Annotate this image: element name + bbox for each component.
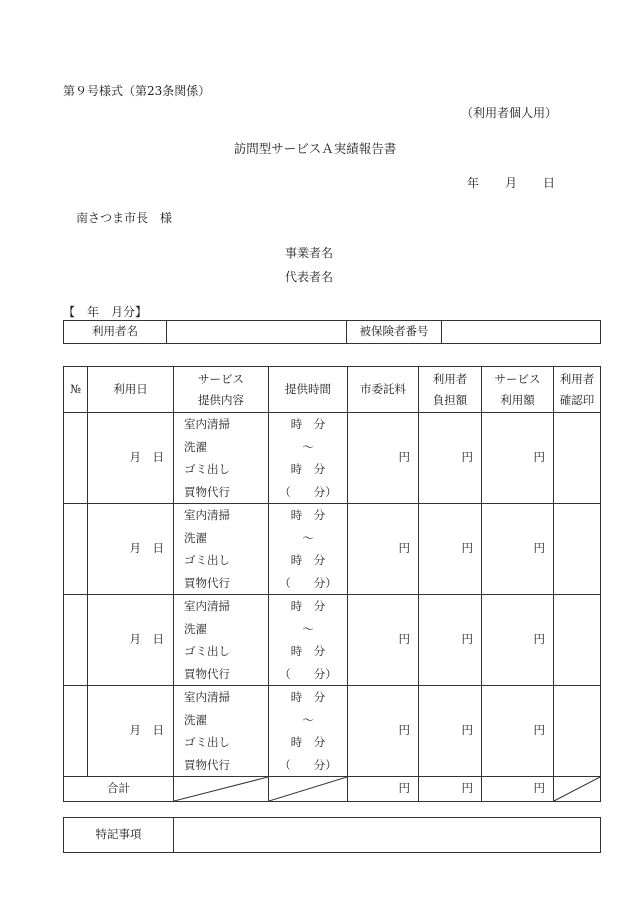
- insured-number-field[interactable]: [442, 321, 601, 344]
- form-number: 第９号様式（第23条関係）: [63, 84, 211, 98]
- total-confirm-crossed: [554, 777, 601, 802]
- row-date[interactable]: 月 日: [88, 595, 174, 686]
- header-confirm: 利用者 確認印: [554, 367, 601, 413]
- row-date[interactable]: 月 日: [88, 413, 174, 504]
- row-service-fee[interactable]: 円: [482, 595, 554, 686]
- row-confirm-seal[interactable]: [554, 413, 601, 504]
- row-date[interactable]: 月 日: [88, 504, 174, 595]
- table-row: [64, 595, 601, 686]
- row-user-burden[interactable]: 円: [419, 504, 482, 595]
- row-city-fee[interactable]: 円: [348, 686, 419, 777]
- user-copy-label: （利用者個人用）: [460, 106, 557, 120]
- row-date[interactable]: 月 日: [88, 686, 174, 777]
- row-city-fee[interactable]: 円: [348, 595, 419, 686]
- row-user-burden[interactable]: 円: [419, 686, 482, 777]
- row-time[interactable]: 時 分 ～ 時 分 （ 分）: [269, 686, 348, 777]
- row-no-cell[interactable]: [64, 595, 88, 686]
- total-time-crossed: [269, 777, 348, 802]
- row-time[interactable]: 時 分 ～ 時 分 （ 分）: [269, 413, 348, 504]
- row-services: 室内清掃 洗濯 ゴミ出し 買物代行: [174, 504, 269, 595]
- header-date: 利用日: [88, 367, 174, 413]
- date-year: 年: [466, 176, 479, 190]
- row-confirm-seal[interactable]: [554, 504, 601, 595]
- header-city-fee: 市委託料: [348, 367, 419, 413]
- total-city-fee[interactable]: 円: [348, 777, 419, 802]
- row-user-burden[interactable]: 円: [419, 595, 482, 686]
- row-no-cell[interactable]: [64, 413, 88, 504]
- row-confirm-seal[interactable]: [554, 686, 601, 777]
- total-row: [64, 777, 601, 802]
- period-label: 【 年 月分】: [63, 305, 148, 319]
- total-user-burden[interactable]: 円: [419, 777, 482, 802]
- row-services: 室内清掃 洗濯 ゴミ出し 買物代行: [174, 686, 269, 777]
- date-month: 月: [504, 176, 517, 190]
- addressee: 南さつま市長 様: [76, 211, 173, 225]
- notes-table: [63, 817, 601, 853]
- total-service-fee[interactable]: 円: [482, 777, 554, 802]
- row-time[interactable]: 時 分 ～ 時 分 （ 分）: [269, 595, 348, 686]
- total-services-crossed: [174, 777, 269, 802]
- insured-number-label: 被保険者番号: [347, 321, 442, 344]
- table-header-row: [64, 367, 601, 413]
- header-user-burden: 利用者 負担額: [419, 367, 482, 413]
- row-no-cell[interactable]: [64, 686, 88, 777]
- table-row: [64, 686, 601, 777]
- row-time[interactable]: 時 分 ～ 時 分 （ 分）: [269, 504, 348, 595]
- notes-field[interactable]: [174, 818, 601, 853]
- user-info-table: [63, 320, 601, 344]
- date-line: [467, 174, 555, 191]
- total-label: 合計: [64, 777, 174, 802]
- header-no: №: [64, 367, 88, 413]
- row-services: 室内清掃 洗濯 ゴミ出し 買物代行: [174, 413, 269, 504]
- business-name-label: 事業者名: [285, 246, 334, 260]
- header-service: サービス 提供内容: [174, 367, 269, 413]
- row-city-fee[interactable]: 円: [348, 504, 419, 595]
- user-name-field[interactable]: [167, 321, 347, 344]
- notes-label: 特記事項: [64, 818, 174, 853]
- table-row: [64, 504, 601, 595]
- header-service-fee: サービス 利用額: [482, 367, 554, 413]
- row-services: 室内清掃 洗濯 ゴミ出し 買物代行: [174, 595, 269, 686]
- table-row: [64, 413, 601, 504]
- row-service-fee[interactable]: 円: [482, 504, 554, 595]
- header-time: 提供時間: [269, 367, 348, 413]
- row-no-cell[interactable]: [64, 504, 88, 595]
- row-city-fee[interactable]: 円: [348, 413, 419, 504]
- row-service-fee[interactable]: 円: [482, 686, 554, 777]
- user-name-label: 利用者名: [64, 321, 167, 344]
- service-record-table: [63, 366, 601, 802]
- row-user-burden[interactable]: 円: [419, 413, 482, 504]
- row-service-fee[interactable]: 円: [482, 413, 554, 504]
- row-confirm-seal[interactable]: [554, 595, 601, 686]
- date-day: 日: [542, 176, 555, 190]
- document-title: 訪問型サービスＡ実績報告書: [233, 141, 397, 156]
- representative-label: 代表者名: [285, 270, 334, 284]
